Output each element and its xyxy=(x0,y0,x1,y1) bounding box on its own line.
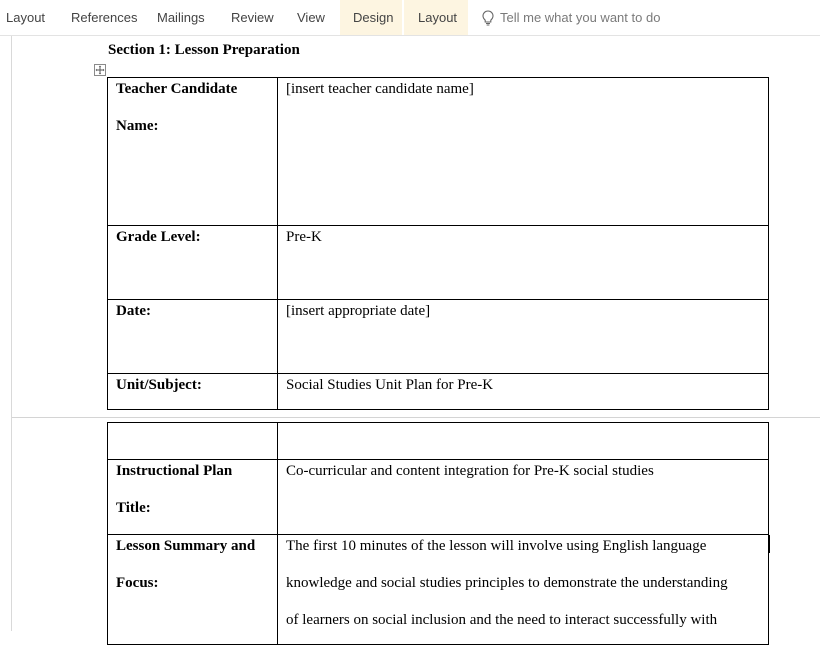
label-cell[interactable] xyxy=(108,460,278,535)
tell-me-placeholder: Tell me what you want to do xyxy=(500,10,661,25)
tab-references[interactable]: References xyxy=(71,10,138,25)
table-row xyxy=(108,374,769,410)
tab-table-layout[interactable]: Layout xyxy=(404,0,468,35)
cell-label-focus: Focus: xyxy=(116,575,159,591)
tab-review[interactable]: Review xyxy=(231,10,274,25)
cell-label-name: Name: xyxy=(116,118,159,134)
page-break-divider xyxy=(12,417,820,418)
table-row xyxy=(108,78,769,226)
value-cell[interactable] xyxy=(278,460,769,535)
label-cell[interactable] xyxy=(108,78,278,226)
table-row xyxy=(108,460,769,535)
page-margin-line xyxy=(11,36,12,631)
section-heading: Section 1: Lesson Preparation xyxy=(108,42,300,58)
label-cell[interactable] xyxy=(108,535,278,645)
label-cell[interactable] xyxy=(108,226,278,300)
text-cursor xyxy=(769,535,770,553)
move-arrows-icon xyxy=(95,65,105,75)
table-row xyxy=(108,226,769,300)
table-row xyxy=(108,535,769,645)
tab-mailings[interactable]: Mailings xyxy=(157,10,205,25)
value-cell[interactable] xyxy=(278,226,769,300)
instructional-plan-table xyxy=(107,422,769,645)
cell-label-grade-level: Grade Level: xyxy=(116,229,201,245)
table-row xyxy=(108,300,769,374)
value-cell[interactable] xyxy=(278,78,769,226)
cell-label-teacher-candidate: Teacher Candidate xyxy=(116,81,238,97)
table-move-handle[interactable] xyxy=(94,64,106,76)
label-cell[interactable] xyxy=(108,300,278,374)
tab-view[interactable]: View xyxy=(297,10,325,25)
cell-label-instructional-plan: Instructional Plan xyxy=(116,463,233,479)
label-cell[interactable] xyxy=(108,374,278,410)
cell-label-lesson-summary: Lesson Summary and xyxy=(116,538,256,554)
cell-label-date: Date: xyxy=(116,303,151,319)
lightbulb-icon xyxy=(482,10,494,26)
tab-layout[interactable]: Layout xyxy=(6,10,46,25)
cell-value-teacher-name: [insert teacher candidate name] xyxy=(286,81,474,97)
tab-table-design[interactable]: Design xyxy=(340,0,402,35)
value-cell[interactable] xyxy=(278,374,769,410)
summary-line: of learners on social inclusion and the need to interact successfully with xyxy=(286,612,718,628)
summary-line: knowledge and social studies principles to demonstrate the understanding xyxy=(286,575,728,591)
cell-value-unit-subject: Social Studies Unit Plan for Pre-K xyxy=(286,377,494,393)
cell-value-grade-level: Pre-K xyxy=(286,229,322,245)
value-cell[interactable] xyxy=(278,535,769,645)
cell-label-unit-subject: Unit/Subject: xyxy=(116,377,202,393)
summary-line: The first 10 minutes of the lesson will involve using English language xyxy=(286,538,707,554)
cell-label-title: Title: xyxy=(116,500,151,516)
cell-value-date: [insert appropriate date] xyxy=(286,303,431,319)
value-cell[interactable] xyxy=(278,300,769,374)
cell-value-plan-title: Co-curricular and content integration for Pre-K social studies xyxy=(286,463,654,479)
lesson-prep-table xyxy=(107,77,769,410)
ribbon-tab-bar xyxy=(0,0,820,36)
